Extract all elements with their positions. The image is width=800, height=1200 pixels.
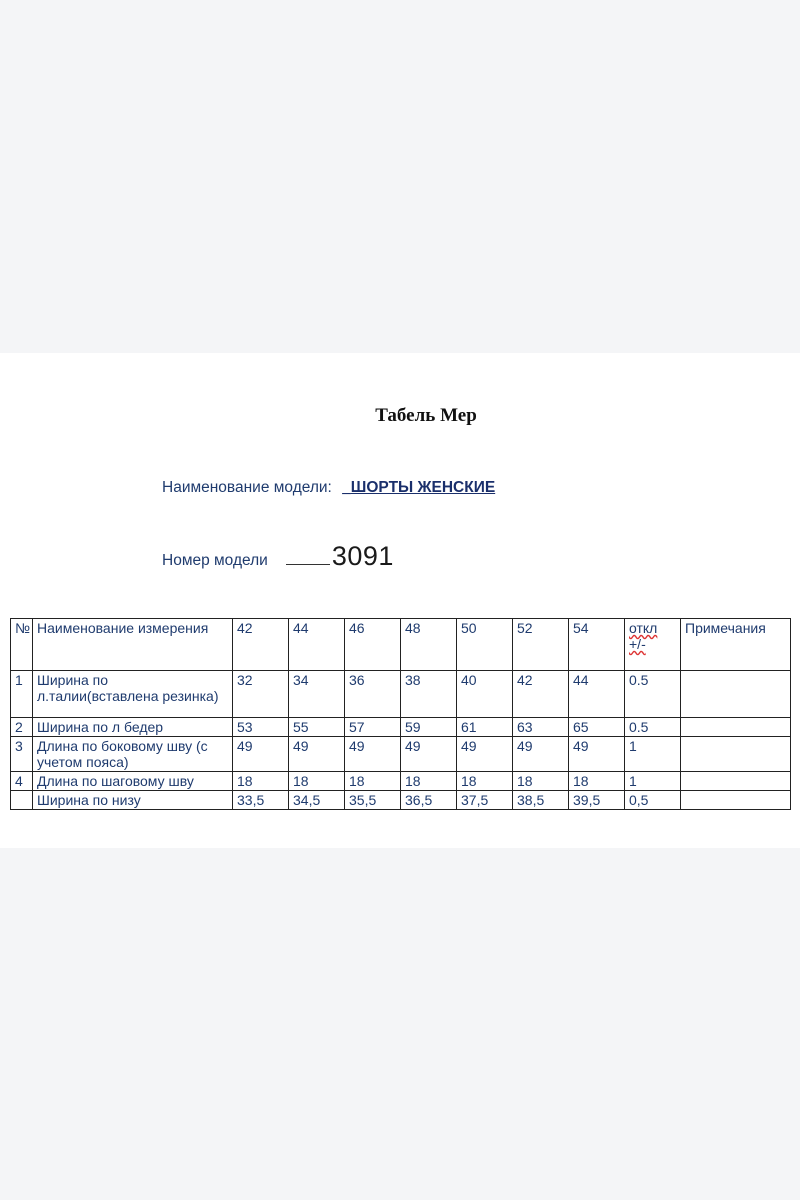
- row-value: 38,5: [513, 791, 569, 810]
- row-num: [11, 791, 33, 810]
- page-title: Табель Мер: [375, 405, 477, 426]
- header-size: 52: [513, 619, 569, 671]
- row-name: Длина по шаговому шву: [33, 772, 233, 791]
- header-size: 44: [289, 619, 345, 671]
- measurements-table: [10, 618, 791, 810]
- row-num: 4: [11, 772, 33, 791]
- row-value: 37,5: [457, 791, 513, 810]
- row-value: 49: [289, 737, 345, 772]
- row-notes: [681, 737, 791, 772]
- model-name-value: ШОРТЫ ЖЕНСКИЕ: [350, 479, 496, 496]
- row-notes: [681, 772, 791, 791]
- row-deviation: 0.5: [625, 671, 681, 718]
- row-notes: [681, 671, 791, 718]
- row-value: 49: [401, 737, 457, 772]
- table-row: [11, 671, 791, 718]
- header-size: 50: [457, 619, 513, 671]
- row-value: 18: [289, 772, 345, 791]
- row-value: 36: [345, 671, 401, 718]
- row-notes: [681, 791, 791, 810]
- model-number-blank: [286, 564, 330, 565]
- model-name-label: Наименование модели:: [162, 479, 332, 496]
- row-value: 49: [569, 737, 625, 772]
- row-value: 42: [513, 671, 569, 718]
- row-value: 35,5: [345, 791, 401, 810]
- row-name: Ширина по низу: [33, 791, 233, 810]
- row-value: 18: [569, 772, 625, 791]
- row-value: 49: [513, 737, 569, 772]
- row-value: 32: [233, 671, 289, 718]
- row-num: 3: [11, 737, 33, 772]
- table-row: [11, 772, 791, 791]
- row-value: 49: [457, 737, 513, 772]
- header-row: [11, 619, 791, 671]
- header-size: 48: [401, 619, 457, 671]
- row-value: 65: [569, 718, 625, 737]
- row-value: 36,5: [401, 791, 457, 810]
- row-value: 59: [401, 718, 457, 737]
- row-value: 38: [401, 671, 457, 718]
- row-value: 34,5: [289, 791, 345, 810]
- row-value: 49: [345, 737, 401, 772]
- model-name-prefix: _: [342, 479, 351, 496]
- table-row: [11, 791, 791, 810]
- header-size: 42: [233, 619, 289, 671]
- row-deviation: 0.5: [625, 718, 681, 737]
- row-value: 57: [345, 718, 401, 737]
- table-row: [11, 718, 791, 737]
- row-value: 63: [513, 718, 569, 737]
- row-notes: [681, 718, 791, 737]
- row-value: 18: [513, 772, 569, 791]
- row-deviation: 1: [625, 737, 681, 772]
- header-deviation: откл +/-: [625, 619, 681, 671]
- row-value: 18: [457, 772, 513, 791]
- row-value: 49: [233, 737, 289, 772]
- header-size: 46: [345, 619, 401, 671]
- row-value: 44: [569, 671, 625, 718]
- header-num: №: [11, 619, 33, 671]
- table-row: [11, 737, 791, 772]
- row-num: 2: [11, 718, 33, 737]
- row-deviation: 1: [625, 772, 681, 791]
- document-sheet: [0, 353, 800, 848]
- header-size: 54: [569, 619, 625, 671]
- header-notes: Примечания: [681, 619, 791, 671]
- model-name-row: [162, 479, 495, 497]
- row-name: Длина по боковому шву (с учетом пояса): [33, 737, 233, 772]
- row-value: 18: [233, 772, 289, 791]
- row-name: Ширина по л бедер: [33, 718, 233, 737]
- row-num: 1: [11, 671, 33, 718]
- row-value: 61: [457, 718, 513, 737]
- row-value: 40: [457, 671, 513, 718]
- row-value: 39,5: [569, 791, 625, 810]
- model-number-row: [162, 541, 394, 572]
- model-number-label: Номер модели: [162, 552, 268, 569]
- row-value: 33,5: [233, 791, 289, 810]
- row-deviation: 0,5: [625, 791, 681, 810]
- row-value: 34: [289, 671, 345, 718]
- model-number-value: 3091: [331, 541, 394, 571]
- row-value: 18: [401, 772, 457, 791]
- row-value: 53: [233, 718, 289, 737]
- row-value: 18: [345, 772, 401, 791]
- row-value: 55: [289, 718, 345, 737]
- row-name: Ширина по л.талии(вставлена резинка): [33, 671, 233, 718]
- header-name: Наименование измерения: [33, 619, 233, 671]
